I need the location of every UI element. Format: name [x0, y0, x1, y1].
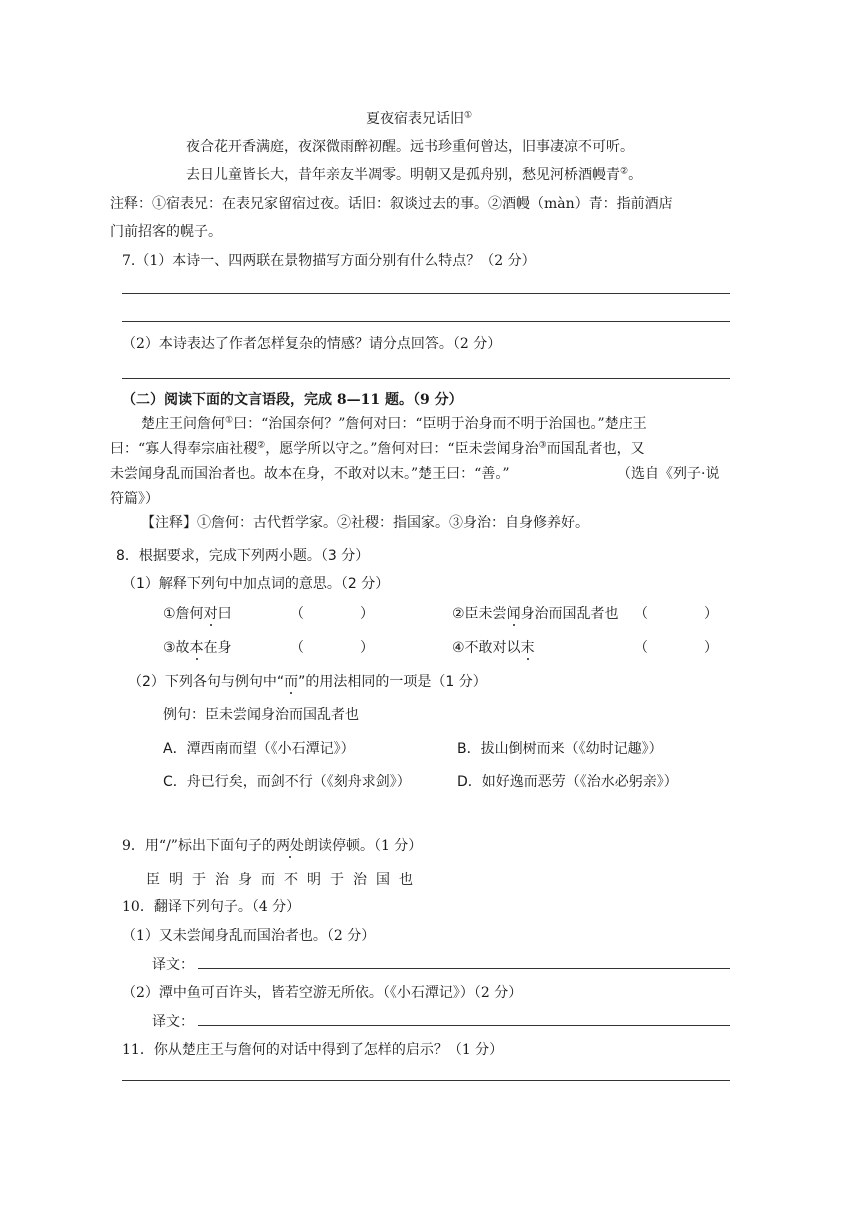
- q8-item-1: ①詹何对曰: [163, 606, 232, 622]
- q8-item-4-blank[interactable]: （ ）: [634, 640, 718, 656]
- q9-sentence[interactable]: 臣明于治身而不明于治国也: [146, 872, 422, 888]
- poem-note-1: 注释：①宿表兄：在表兄家留宿过夜。话旧：叙谈过去的事。②酒幔（màn）青：指前酒店: [110, 196, 673, 212]
- poem-line-1: 夜合花开香满庭，夜深微雨醉初醒。远书珍重何曾达，旧事凄凉不可听。: [186, 139, 634, 155]
- q8-option-c[interactable]: C．舟已行矣，而剑不行（《刻舟求剑》）: [163, 774, 411, 790]
- passage-source: （选自《列子·说: [617, 466, 720, 482]
- q8-option-b[interactable]: B．拔山倒树而来（《幼时记趣》）: [457, 741, 663, 757]
- q8-item-3: ③故本在身: [163, 640, 232, 656]
- poem-title: 夏夜宿表兄话旧①: [366, 110, 473, 127]
- q11-title: 11．你从楚庄王与詹何的对话中得到了怎样的启示？（1 分）: [122, 1042, 504, 1058]
- poem-line-2: 去日儿童皆长大，昔年亲友半凋零。明朝又是孤舟别，愁见河桥酒幔青②。: [186, 166, 643, 183]
- q10-sentence-1: （1）又未尝闻身乱而国治者也。（2 分）: [122, 928, 376, 944]
- translation-input-1[interactable]: [198, 968, 730, 969]
- q7-part2: （2）本诗表达了作者怎样复杂的情感？请分点回答。（2 分）: [122, 336, 502, 352]
- q8-sub2: （2）下列各句与例句中“而”的用法相同的一项是（1 分）: [128, 674, 487, 690]
- q10-translation-label-1: 译文：: [152, 957, 194, 973]
- passage-line-3: 未尝闻身乱而国治者也。故本在身，不敢对以末。”楚王曰：“善。”: [110, 466, 510, 482]
- q10-translation-label-2: 译文：: [152, 1014, 194, 1030]
- translation-input-2[interactable]: [198, 1025, 730, 1026]
- q8-item-1-blank[interactable]: （ ）: [290, 606, 374, 622]
- poem-note-2: 门前招客的幌子。: [110, 224, 222, 240]
- q8-item-4: ④不敢对以末: [452, 640, 535, 656]
- q8-example: 例句：臣未尝闻身治而国乱者也: [163, 707, 359, 723]
- answer-line: [122, 321, 730, 322]
- q8-item-2-blank[interactable]: （ ）: [634, 606, 718, 622]
- q8-item-3-blank[interactable]: （ ）: [290, 640, 374, 656]
- q8-option-d[interactable]: D．如好逸而恶劳（《治水必躬亲》）: [457, 774, 678, 790]
- passage-note: 【注释】①詹何：古代哲学家。②社稷：指国家。③身治：自身修养好。: [141, 515, 589, 531]
- q8-title: 8．根据要求，完成下列两小题。（3 分）: [116, 548, 370, 564]
- answer-line[interactable]: [122, 1080, 730, 1081]
- section2-heading: （二）阅读下面的文言语段，完成 8—11 题。（9 分）: [122, 392, 463, 408]
- passage-line-4: 符篇》）: [110, 491, 159, 507]
- q8-item-2: ②臣未尝闻身治而国乱者也: [452, 606, 619, 622]
- q10-title: 10．翻译下列句子。（4 分）: [122, 899, 301, 915]
- answer-line: [122, 378, 730, 379]
- q10-sentence-2: （2）潭中鱼可百许头，皆若空游无所依。（《小石潭记》）（2 分）: [122, 985, 523, 1001]
- answer-line: [122, 293, 730, 294]
- passage-line-2: 曰：“寡人得奉宗庙社稷②，愿学所以守之。”詹何对曰：“臣未尝闻身治③而国乱者也，又: [110, 440, 645, 457]
- q8-sub1: （1）解释下列句中加点词的意思。（2 分）: [122, 576, 390, 592]
- q8-option-a[interactable]: A．潭西南而望（《小石潭记》）: [163, 741, 355, 757]
- passage-line-1: 楚庄王问詹何①曰：“治国奈何？”詹何对曰：“臣明于治身而不明于治国也。”楚庄王: [141, 415, 647, 432]
- q9-title: 9．用“/”标出下面句子的两处朗读停顿。（1 分）: [122, 838, 423, 854]
- q7-part1: 7.（1）本诗一、四两联在景物描写方面分别有什么特点？（2 分）: [122, 253, 536, 269]
